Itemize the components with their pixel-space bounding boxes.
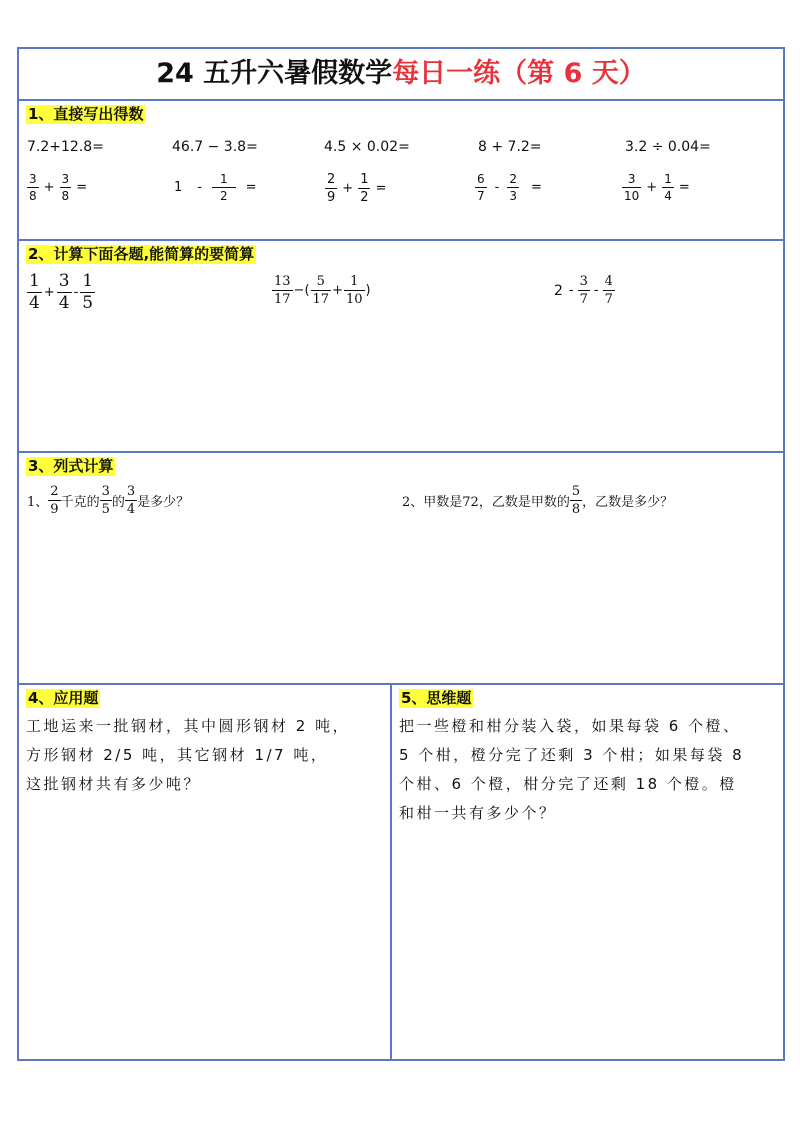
text-line: 工地运来一批钢材，其中圆形钢材 2 吨， (26, 717, 351, 735)
fraction: $\frac{2}{9}$ (50, 484, 59, 517)
word-problem-text (26, 712, 350, 799)
fraction: $\frac{6}{7}$ (477, 172, 485, 203)
fraction: $\frac{3}{10}$ (624, 172, 640, 203)
text-line: 和柑一共有多少个？ (399, 804, 557, 822)
question-3-2: 2、甲数是72，乙数是甲数的 $\frac{5}{8}$ ，乙数是多少？ (402, 484, 674, 517)
text-line: 个柑、6 个橙，柑分完了还剩 18 个橙。橙 (399, 775, 737, 793)
section-heading: 5、思维题 (401, 689, 472, 707)
section-expression (19, 453, 783, 685)
fraction: $\frac{3}{7}$ (579, 274, 588, 307)
problem-1-2: 46.7 − 3.8= (172, 139, 258, 155)
problem-2-3: 2 - $\frac{3}{7}$ - $\frac{4}{7}$ (554, 274, 613, 307)
fraction: $\frac{1}{2}$ (212, 173, 236, 202)
fraction: $\frac{1}{4}$ (664, 172, 672, 203)
fraction: $\frac{3}{8}$ (61, 172, 70, 203)
fraction: $\frac{3}{4}$ (58, 271, 70, 313)
page-title (19, 49, 783, 101)
section-heading: 2、计算下面各题,能简算的要简算 (28, 245, 255, 263)
problem-1-4: 8 + 7.2= (478, 139, 542, 155)
text-line: 5 个柑，橙分完了还剩 3 个柑；如果每袋 8 (399, 746, 745, 764)
title-highlight: 每日一练（第 6 天） (392, 58, 646, 89)
problem-1-6: $\frac{3}{8}$ + $\frac{3}{8}$ = (29, 172, 88, 203)
fraction: $\frac{1}{4}$ (29, 271, 40, 313)
fraction: $\frac{5}{17}$ (312, 274, 330, 307)
text-line: 方形钢材 2/5 吨，其它钢材 1/7 吨， (26, 746, 329, 764)
section-heading: 1、直接写出得数 (28, 105, 144, 123)
problem-1-8: $\frac{2}{9}$ + $\frac{1}{2}$ = (327, 172, 387, 205)
problem-2-2: $\frac{13}{17}$ −( $\frac{5}{17}$ + $\frac{1}{10}$ ) (274, 274, 371, 307)
fraction: $\frac{1}{10}$ (345, 274, 363, 307)
thinking-problem-panel (392, 685, 783, 1061)
problem-1-10: $\frac{3}{10}$ + $\frac{1}{4}$ = (624, 172, 690, 203)
fraction: $\frac{3}{8}$ (29, 172, 37, 203)
text-line: 这批钢材共有多少吨？ (26, 775, 202, 793)
problem-1-3: 4.5 × 0.02= (324, 139, 410, 155)
problem-1-5: 3.2 ÷ 0.04= (625, 139, 711, 155)
problem-1-7: 1 - $\frac{1}{2}$ = (174, 172, 257, 203)
section-heading: 4、应用题 (28, 689, 99, 707)
section-simplify (19, 241, 783, 453)
fraction: $\frac{2}{3}$ (509, 172, 517, 203)
problem-1-9: $\frac{6}{7}$ - $\frac{2}{3}$ = (477, 172, 542, 203)
fraction: $\frac{3}{5}$ (101, 484, 110, 517)
section-heading: 3、列式计算 (28, 457, 114, 475)
fraction: $\frac{13}{17}$ (274, 274, 291, 307)
fraction: $\frac{3}{4}$ (126, 484, 136, 517)
thinking-problem-text (399, 712, 744, 828)
problem-1-1: 7.2+12.8= (27, 139, 104, 155)
section-direct-calculation (19, 101, 783, 241)
worksheet (17, 47, 785, 1061)
section-word-problems (19, 685, 783, 1061)
fraction: $\frac{1}{2}$ (360, 172, 369, 205)
title-main: 24 五升六暑假数学 (156, 58, 393, 89)
question-3-1: 1、 $\frac{2}{9}$ 千克的 $\frac{3}{5}$ 的 $\frac{3}{4}$ 是多少？ (27, 484, 190, 517)
word-problem-panel (19, 685, 392, 1061)
problem-2-1: $\frac{1}{4}$ + $\frac{3}{4}$ - $\frac{1}{5}$ (29, 271, 94, 313)
fraction: $\frac{2}{9}$ (327, 172, 336, 205)
fraction: $\frac{4}{7}$ (604, 274, 613, 307)
fraction: $\frac{1}{5}$ (82, 271, 94, 313)
fraction: $\frac{5}{8}$ (571, 484, 581, 517)
text-line: 把一些橙和柑分装入袋，如果每袋 6 个橙、 (399, 717, 741, 735)
